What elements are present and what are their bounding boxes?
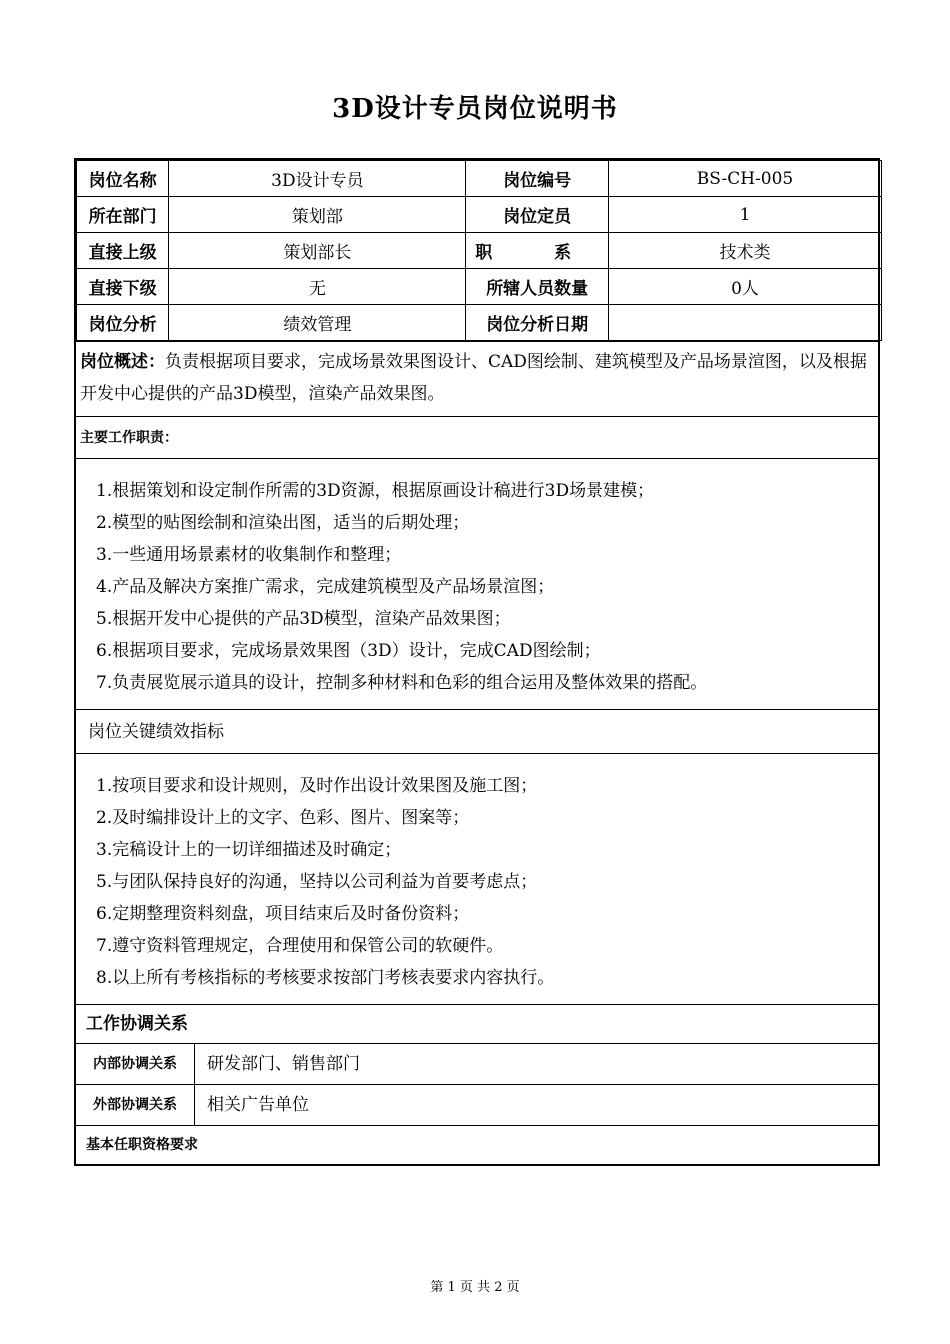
list-item: 7.负责展览展示道具的设计，控制多种材料和色彩的组合运用及整体效果的搭配。 bbox=[96, 673, 708, 693]
field-value: 技术类 bbox=[608, 233, 881, 269]
table-row bbox=[77, 233, 882, 269]
field-label: 直接上级 bbox=[77, 233, 169, 269]
list-item: 5.根据开发中心提供的产品3D模型，渲染产品效果图； bbox=[96, 609, 511, 629]
duties-list bbox=[74, 458, 880, 709]
list-item: 6.根据项目要求，完成场景效果图（3D）设计，完成CAD图绘制； bbox=[96, 641, 601, 661]
list-item: 3.一些通用场景素材的收集制作和整理； bbox=[96, 545, 402, 565]
page-title: 3D设计专员岗位说明书 bbox=[332, 94, 618, 124]
field-value: 绩效管理 bbox=[169, 305, 466, 341]
field-value: 3D设计专员 bbox=[169, 161, 466, 197]
field-value: 0人 bbox=[608, 269, 881, 305]
table-row bbox=[77, 197, 882, 233]
field-label: 岗位分析 bbox=[77, 305, 169, 341]
field-label: 直接下级 bbox=[77, 269, 169, 305]
list-item: 4.产品及解决方案推广需求，完成建筑模型及产品场景渲图； bbox=[96, 577, 555, 597]
list-item: 5.与团队保持良好的沟通，坚持以公司利益为首要考虑点； bbox=[96, 872, 538, 892]
field-value: 无 bbox=[169, 269, 466, 305]
duties-heading: 主要工作职责： bbox=[74, 416, 880, 458]
external-coordination-row bbox=[76, 1084, 878, 1125]
table-row bbox=[77, 305, 882, 341]
job-description-sheet bbox=[74, 158, 880, 1166]
field-label: 岗位分析日期 bbox=[466, 305, 609, 341]
list-item: 2.及时编排设计上的文字、色彩、图片、图案等； bbox=[96, 808, 470, 828]
external-coordination-value: 相关广告单位 bbox=[207, 1095, 309, 1115]
field-label: 岗位名称 bbox=[77, 161, 169, 197]
list-item: 1.根据策划和设定制作所需的3D资源，根据原画设计稿进行3D场景建模； bbox=[96, 481, 655, 501]
overview-text: 负责根据项目要求，完成场景效果图设计、CAD图绘制、建筑模型及产品场景渲图，以及根据开发中心提供的产品3D模型，渲染产品效果图。 bbox=[80, 352, 867, 404]
internal-coordination-row bbox=[76, 1043, 878, 1084]
table-row bbox=[77, 161, 882, 197]
field-value: 1 bbox=[608, 197, 881, 233]
job-overview bbox=[74, 341, 880, 416]
internal-coordination-value: 研发部门、销售部门 bbox=[207, 1054, 360, 1074]
external-coordination-label: 外部协调关系 bbox=[76, 1085, 195, 1125]
field-value: 策划部长 bbox=[169, 233, 466, 269]
overview-label: 岗位概述： bbox=[80, 352, 165, 372]
kpi-list bbox=[74, 753, 880, 1004]
list-item: 8.以上所有考核指标的考核要求按部门考核表要求内容执行。 bbox=[96, 968, 555, 988]
coordination-heading: 工作协调关系 bbox=[86, 1014, 188, 1034]
field-label: 所辖人员数量 bbox=[466, 269, 609, 305]
list-item: 6.定期整理资料刻盘，项目结束后及时备份资料； bbox=[96, 904, 470, 924]
table-row bbox=[77, 269, 882, 305]
list-item: 2.模型的贴图绘制和渲染出图，适当的后期处理； bbox=[96, 513, 470, 533]
field-label: 岗位定员 bbox=[466, 197, 609, 233]
coordination-section bbox=[74, 1004, 880, 1166]
field-label: 职 系 bbox=[466, 233, 609, 269]
internal-coordination-label: 内部协调关系 bbox=[76, 1044, 195, 1084]
field-label: 岗位编号 bbox=[466, 161, 609, 197]
field-value bbox=[608, 305, 881, 341]
field-label: 所在部门 bbox=[77, 197, 169, 233]
field-value: BS-CH-005 bbox=[608, 161, 881, 197]
page-footer: 第 1 页 共 2 页 bbox=[430, 1280, 520, 1295]
list-item: 7.遵守资料管理规定，合理使用和保管公司的软硬件。 bbox=[96, 936, 504, 956]
list-item: 1.按项目要求和设计规则，及时作出设计效果图及施工图； bbox=[96, 776, 538, 796]
qualification-heading: 基本任职资格要求 bbox=[76, 1125, 878, 1164]
kpi-heading: 岗位关键绩效指标 bbox=[74, 709, 880, 753]
basic-info-table bbox=[74, 158, 880, 341]
list-item: 3.完稿设计上的一切详细描述及时确定； bbox=[96, 840, 402, 860]
field-value: 策划部 bbox=[169, 197, 466, 233]
